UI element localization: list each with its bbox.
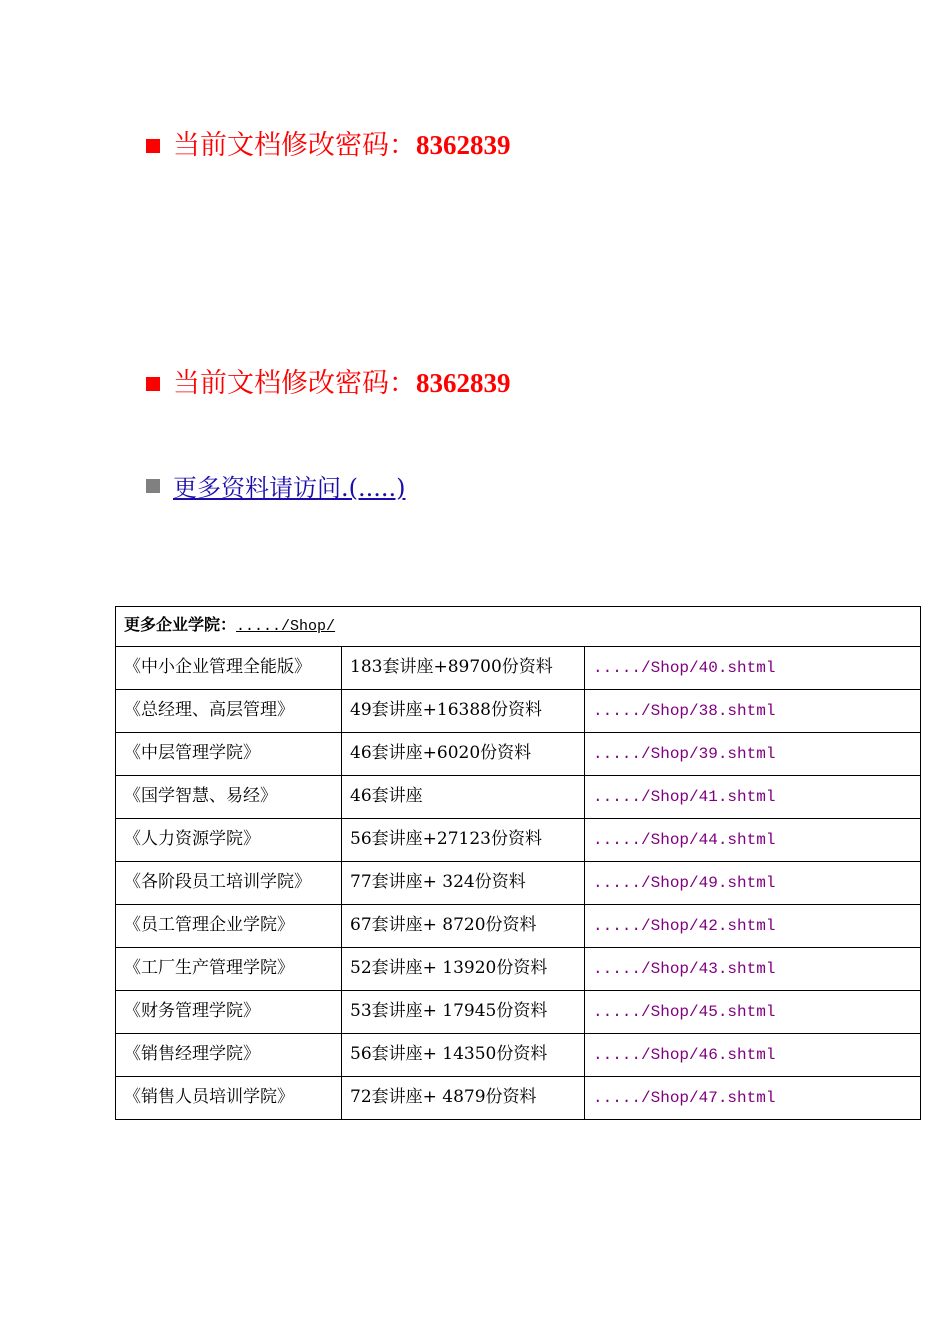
course-url-cell (585, 991, 921, 1034)
course-content-cell: 183套讲座+89700份资料 (342, 647, 585, 690)
course-url-cell (585, 905, 921, 948)
course-content-cell: 56套讲座+27123份资料 (342, 819, 585, 862)
password-label: 当前文档修改密码： (173, 130, 416, 161)
course-content-cell: 72套讲座+ 4879份资料 (342, 1077, 585, 1120)
table-row (116, 948, 921, 991)
course-url-link[interactable]: ...../Shop/46.shtml (593, 1046, 776, 1064)
password-notice-2 (146, 368, 511, 399)
course-url-cell (585, 862, 921, 905)
course-url-cell (585, 1077, 921, 1120)
course-content-cell: 46套讲座 (342, 776, 585, 819)
course-url-link[interactable]: ...../Shop/41.shtml (593, 788, 776, 806)
table-row (116, 819, 921, 862)
course-name-cell: 《员工管理企业学院》 (116, 905, 342, 948)
course-name-cell: 《总经理、高层管理》 (116, 690, 342, 733)
course-url-cell (585, 776, 921, 819)
course-url-link[interactable]: ...../Shop/44.shtml (593, 831, 776, 849)
red-square-bullet-icon (146, 139, 160, 153)
table-row (116, 1077, 921, 1120)
table-row (116, 776, 921, 819)
course-url-link[interactable]: ...../Shop/47.shtml (593, 1089, 776, 1107)
password-code: 8362839 (416, 368, 511, 398)
course-url-cell (585, 647, 921, 690)
table-row (116, 690, 921, 733)
more-info-line (146, 468, 406, 503)
course-name-cell: 《中层管理学院》 (116, 733, 342, 776)
course-content-cell: 52套讲座+ 13920份资料 (342, 948, 585, 991)
course-url-cell (585, 948, 921, 991)
table-row (116, 1034, 921, 1077)
course-url-cell (585, 690, 921, 733)
table-row (116, 647, 921, 690)
course-name-cell: 《中小企业管理全能版》 (116, 647, 342, 690)
password-notice-text (173, 130, 511, 161)
course-url-link[interactable]: ...../Shop/42.shtml (593, 917, 776, 935)
shop-table (115, 606, 921, 1120)
course-url-link[interactable]: ...../Shop/49.shtml (593, 874, 776, 892)
course-content-cell: 67套讲座+ 8720份资料 (342, 905, 585, 948)
course-content-cell: 56套讲座+ 14350份资料 (342, 1034, 585, 1077)
more-info-link[interactable]: 更多资料请访问.(.....) (173, 474, 406, 502)
table-header-link[interactable]: ...../Shop/ (236, 618, 336, 635)
table-row (116, 905, 921, 948)
table-row (116, 862, 921, 905)
course-name-cell: 《销售人员培训学院》 (116, 1077, 342, 1120)
course-url-cell (585, 733, 921, 776)
course-url-link[interactable]: ...../Shop/38.shtml (593, 702, 776, 720)
password-notice-text (173, 368, 511, 399)
course-content-cell: 46套讲座+6020份资料 (342, 733, 585, 776)
gray-square-bullet-icon (146, 479, 160, 493)
course-name-cell: 《人力资源学院》 (116, 819, 342, 862)
table-header-cell (116, 607, 921, 647)
course-url-link[interactable]: ...../Shop/45.shtml (593, 1003, 776, 1021)
course-url-link[interactable]: ...../Shop/43.shtml (593, 960, 776, 978)
course-content-cell: 53套讲座+ 17945份资料 (342, 991, 585, 1034)
table-row (116, 733, 921, 776)
red-square-bullet-icon (146, 377, 160, 391)
course-url-cell (585, 819, 921, 862)
course-content-cell: 49套讲座+16388份资料 (342, 690, 585, 733)
password-label: 当前文档修改密码： (173, 368, 416, 399)
course-name-cell: 《工厂生产管理学院》 (116, 948, 342, 991)
course-name-cell: 《销售经理学院》 (116, 1034, 342, 1077)
course-name-cell: 《各阶段员工培训学院》 (116, 862, 342, 905)
course-url-cell (585, 1034, 921, 1077)
course-name-cell: 《财务管理学院》 (116, 991, 342, 1034)
table-row (116, 991, 921, 1034)
course-name-cell: 《国学智慧、易经》 (116, 776, 342, 819)
table-header-label: 更多企业学院： (124, 615, 237, 634)
course-url-link[interactable]: ...../Shop/40.shtml (593, 659, 776, 677)
table-header-row (116, 607, 921, 647)
course-content-cell: 77套讲座+ 324份资料 (342, 862, 585, 905)
course-url-link[interactable]: ...../Shop/39.shtml (593, 745, 776, 763)
password-code: 8362839 (416, 130, 511, 160)
password-notice-1 (146, 130, 511, 161)
